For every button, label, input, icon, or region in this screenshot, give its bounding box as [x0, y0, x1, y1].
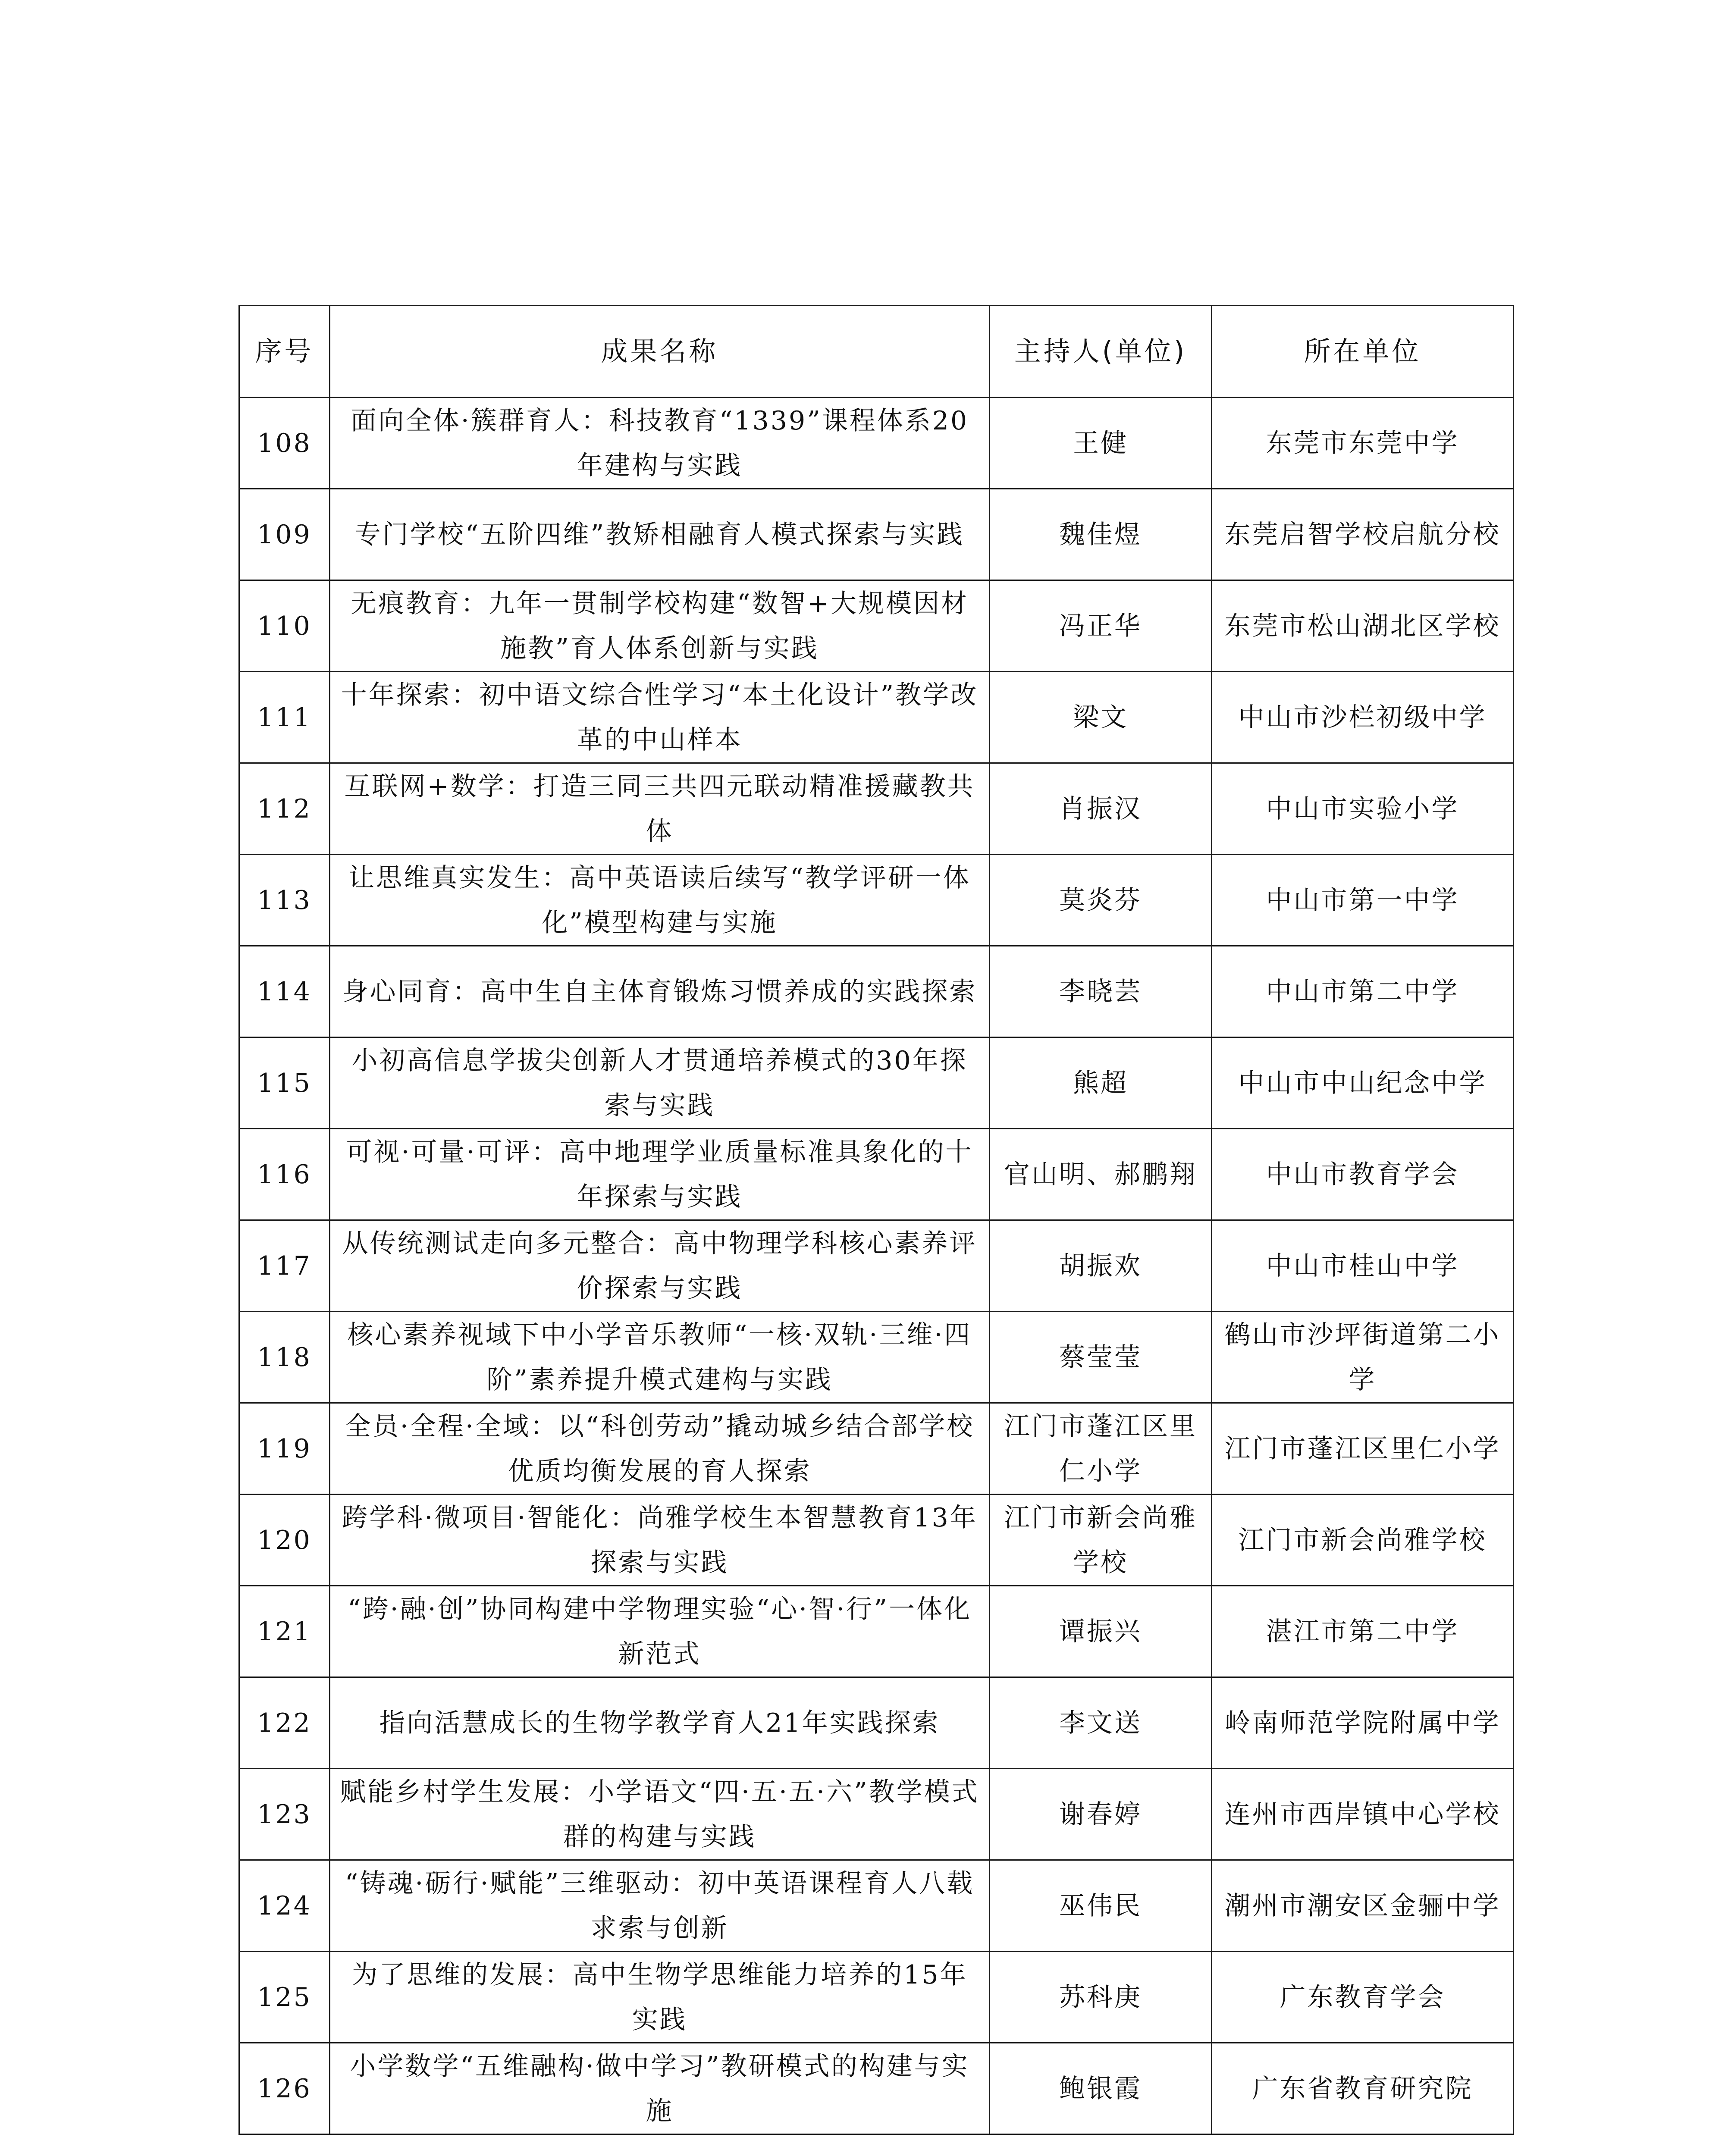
cell-seq: 123 [239, 1769, 330, 1860]
cell-seq: 124 [239, 1860, 330, 1952]
table-row [239, 1860, 1514, 1952]
table-row [239, 1403, 1514, 1495]
cell-host: 蔡莹莹 [990, 1312, 1212, 1403]
cell-unit: 连州市西岸镇中心学校 [1212, 1769, 1514, 1860]
table-row [239, 1129, 1514, 1220]
cell-host: 李文送 [990, 1677, 1212, 1769]
cell-unit: 广东省教育研究院 [1212, 2043, 1514, 2134]
cell-seq: 126 [239, 2043, 330, 2134]
cell-unit: 东莞启智学校启航分校 [1212, 489, 1514, 580]
cell-title: 互联网+数学：打造三同三共四元联动精准援藏教共体 [330, 763, 990, 855]
cell-seq: 119 [239, 1403, 330, 1495]
table-row [239, 2043, 1514, 2134]
table-row [239, 1495, 1514, 1586]
cell-unit: 广东教育学会 [1212, 1952, 1514, 2043]
cell-seq: 110 [239, 580, 330, 672]
cell-host: 熊超 [990, 1037, 1212, 1129]
cell-host: 梁文 [990, 672, 1212, 763]
cell-unit: 中山市第一中学 [1212, 855, 1514, 946]
cell-host: 鲍银霞 [990, 2043, 1212, 2134]
table-row [239, 763, 1514, 855]
table-row [239, 1312, 1514, 1403]
cell-title: 指向活慧成长的生物学教学育人21年实践探索 [330, 1677, 990, 1769]
cell-seq: 116 [239, 1129, 330, 1220]
cell-title: 小初高信息学拔尖创新人才贯通培养模式的30年探索与实践 [330, 1037, 990, 1129]
table-row [239, 489, 1514, 580]
cell-seq: 109 [239, 489, 330, 580]
cell-title: 为了思维的发展：高中生物学思维能力培养的15年实践 [330, 1952, 990, 2043]
cell-unit: 中山市沙栏初级中学 [1212, 672, 1514, 763]
table-row [239, 1769, 1514, 1860]
cell-host: 谭振兴 [990, 1586, 1212, 1677]
cell-host: 肖振汉 [990, 763, 1212, 855]
cell-host: 胡振欢 [990, 1220, 1212, 1312]
cell-host: 巫伟民 [990, 1860, 1212, 1952]
table-row [239, 672, 1514, 763]
cell-title: 全员·全程·全域：以“科创劳动”撬动城乡结合部学校优质均衡发展的育人探索 [330, 1403, 990, 1495]
cell-host: 冯正华 [990, 580, 1212, 672]
header-title: 成果名称 [330, 306, 990, 398]
cell-seq: 115 [239, 1037, 330, 1129]
cell-unit: 江门市新会尚雅学校 [1212, 1495, 1514, 1586]
header-unit: 所在单位 [1212, 306, 1514, 398]
cell-title: 无痕教育：九年一贯制学校构建“数智+大规模因材施教”育人体系创新与实践 [330, 580, 990, 672]
cell-seq: 120 [239, 1495, 330, 1586]
cell-unit: 鹤山市沙坪街道第二小学 [1212, 1312, 1514, 1403]
cell-seq: 122 [239, 1677, 330, 1769]
cell-title: 让思维真实发生：高中英语读后续写“教学评研一体化”模型构建与实施 [330, 855, 990, 946]
cell-title: 可视·可量·可评：高中地理学业质量标准具象化的十年探索与实践 [330, 1129, 990, 1220]
cell-unit: 湛江市第二中学 [1212, 1586, 1514, 1677]
cell-title: 从传统测试走向多元整合：高中物理学科核心素养评价探索与实践 [330, 1220, 990, 1312]
cell-seq: 121 [239, 1586, 330, 1677]
cell-title: 身心同育：高中生自主体育锻炼习惯养成的实践探索 [330, 946, 990, 1037]
table-row [239, 1220, 1514, 1312]
cell-host: 魏佳煜 [990, 489, 1212, 580]
table-row [239, 580, 1514, 672]
cell-seq: 117 [239, 1220, 330, 1312]
table-row [239, 855, 1514, 946]
table-header [239, 306, 1514, 398]
cell-unit: 东莞市松山湖北区学校 [1212, 580, 1514, 672]
cell-seq: 112 [239, 763, 330, 855]
cell-title: 小学数学“五维融构·做中学习”教研模式的构建与实施 [330, 2043, 990, 2134]
cell-unit: 岭南师范学院附属中学 [1212, 1677, 1514, 1769]
table-row [239, 1586, 1514, 1677]
cell-unit: 潮州市潮安区金骊中学 [1212, 1860, 1514, 1952]
cell-seq: 113 [239, 855, 330, 946]
table-row [239, 1037, 1514, 1129]
cell-title: 面向全体·簇群育人：科技教育“1339”课程体系20年建构与实践 [330, 398, 990, 489]
table-row [239, 1952, 1514, 2043]
cell-unit: 江门市蓬江区里仁小学 [1212, 1403, 1514, 1495]
cell-seq: 125 [239, 1952, 330, 2043]
table-row [239, 946, 1514, 1037]
cell-seq: 108 [239, 398, 330, 489]
cell-title: “跨·融·创”协同构建中学物理实验“心·智·行”一体化新范式 [330, 1586, 990, 1677]
header-host: 主持人(单位) [990, 306, 1212, 398]
table-body [239, 398, 1514, 2134]
cell-host: 官山明、郝鹏翔 [990, 1129, 1212, 1220]
cell-title: 跨学科·微项目·智能化：尚雅学校生本智慧教育13年探索与实践 [330, 1495, 990, 1586]
cell-unit: 中山市实验小学 [1212, 763, 1514, 855]
cell-title: 核心素养视域下中小学音乐教师“一核·双轨·三维·四阶”素养提升模式建构与实践 [330, 1312, 990, 1403]
cell-host: 莫炎芬 [990, 855, 1212, 946]
cell-host: 江门市新会尚雅学校 [990, 1495, 1212, 1586]
cell-unit: 中山市教育学会 [1212, 1129, 1514, 1220]
table-row [239, 398, 1514, 489]
cell-host: 苏科庚 [990, 1952, 1212, 2043]
results-table [238, 305, 1514, 2135]
cell-title: “铸魂·砺行·赋能”三维驱动：初中英语课程育人八载求索与创新 [330, 1860, 990, 1952]
table-row [239, 1677, 1514, 1769]
cell-title: 赋能乡村学生发展：小学语文“四·五·五·六”教学模式群的构建与实践 [330, 1769, 990, 1860]
header-row [239, 306, 1514, 398]
cell-unit: 东莞市东莞中学 [1212, 398, 1514, 489]
cell-seq: 111 [239, 672, 330, 763]
cell-unit: 中山市中山纪念中学 [1212, 1037, 1514, 1129]
header-seq: 序号 [239, 306, 330, 398]
cell-seq: 114 [239, 946, 330, 1037]
cell-host: 李晓芸 [990, 946, 1212, 1037]
cell-seq: 118 [239, 1312, 330, 1403]
cell-host: 王健 [990, 398, 1212, 489]
cell-title: 专门学校“五阶四维”教矫相融育人模式探索与实践 [330, 489, 990, 580]
cell-unit: 中山市桂山中学 [1212, 1220, 1514, 1312]
cell-title: 十年探索：初中语文综合性学习“本土化设计”教学改革的中山样本 [330, 672, 990, 763]
cell-host: 谢春婷 [990, 1769, 1212, 1860]
cell-unit: 中山市第二中学 [1212, 946, 1514, 1037]
cell-host: 江门市蓬江区里仁小学 [990, 1403, 1212, 1495]
